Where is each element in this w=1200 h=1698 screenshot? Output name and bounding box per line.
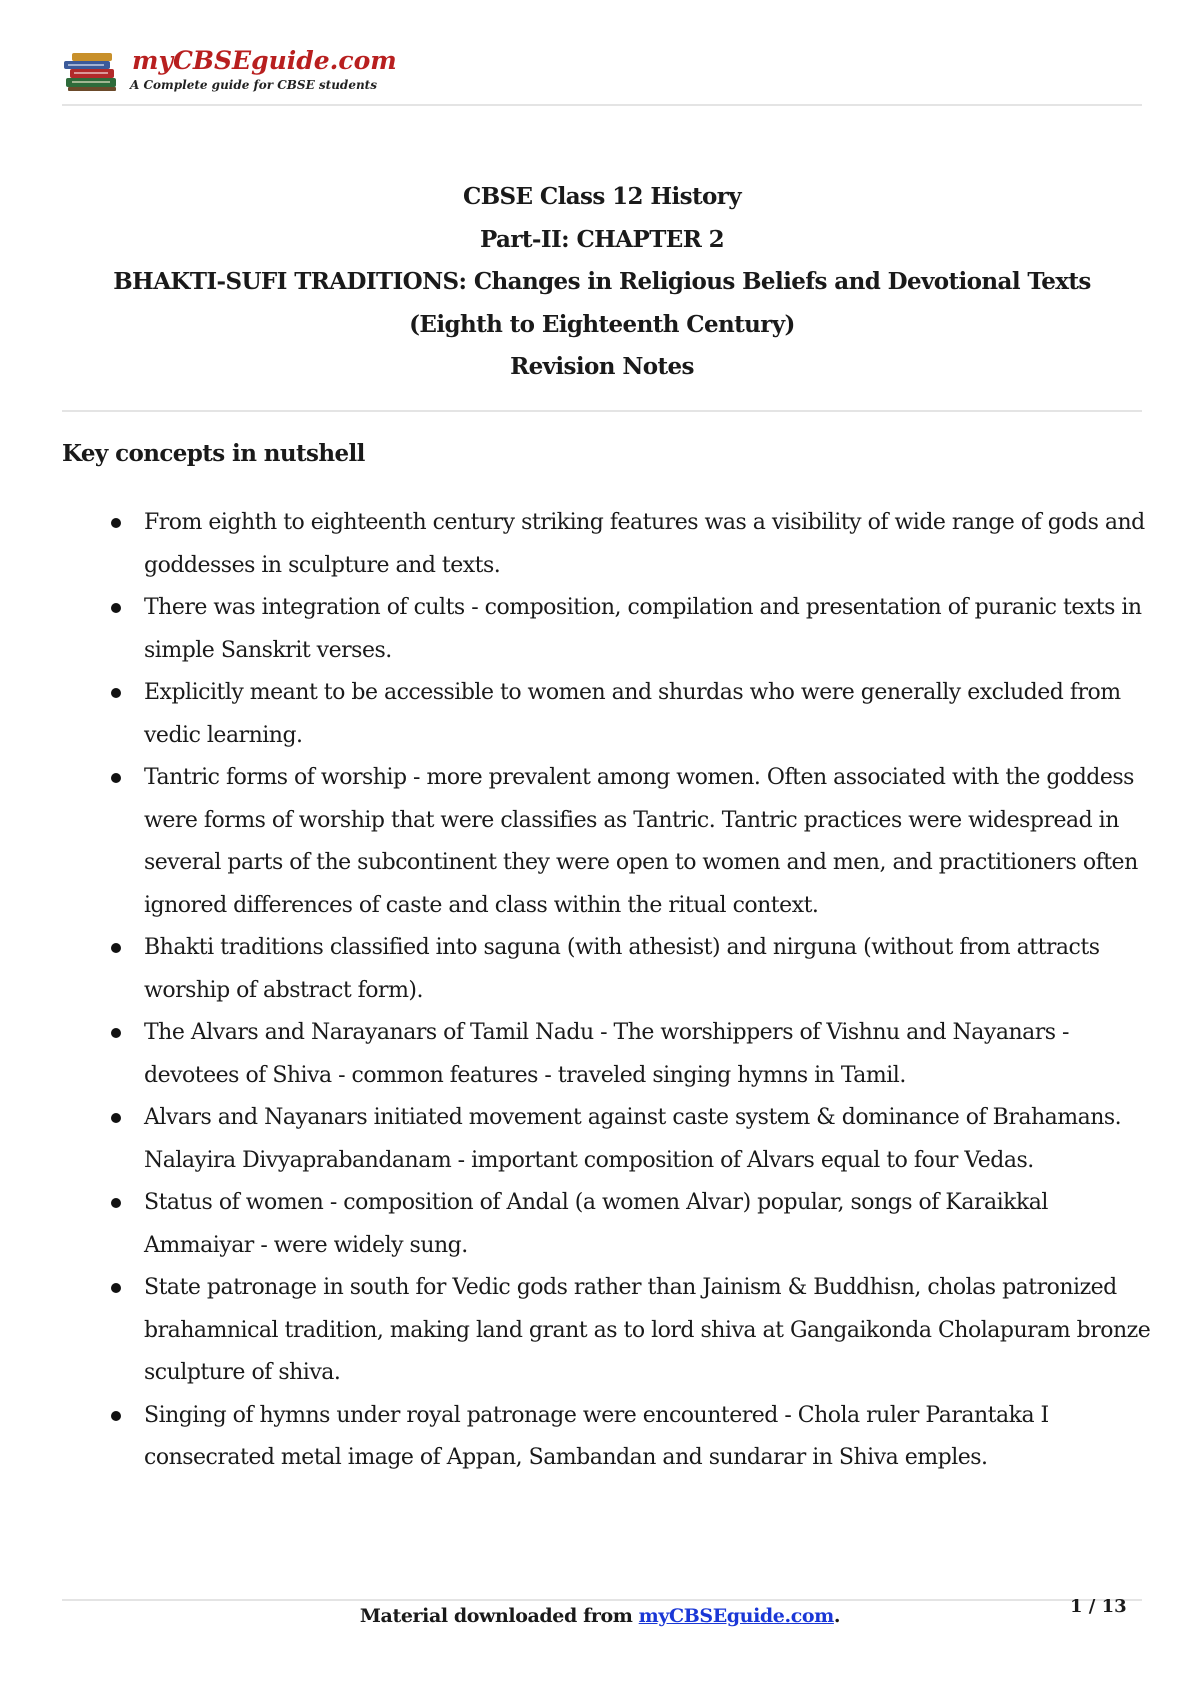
document-title-block — [62, 176, 1142, 389]
title-line-part: Part-II: CHAPTER 2 — [479, 225, 725, 253]
list-item — [62, 927, 1152, 1012]
bullet-icon — [111, 1411, 121, 1421]
bullet-icon — [111, 1028, 121, 1038]
bullet-icon — [111, 518, 121, 528]
note-text: State patronage in south for Vedic gods rather than Jainism & Buddhisn, cholas patronized brahamnical tradition, making land grant as to lord shiva at Gangaikonda Cholapuram bronze sculpture of shiva. — [144, 1275, 1151, 1385]
footer-prefix: Material downloaded from — [359, 1605, 639, 1627]
books-icon — [62, 48, 122, 96]
bullet-icon — [111, 688, 121, 698]
section-heading: Key concepts in nutshell — [62, 440, 365, 467]
list-item — [62, 1182, 1152, 1267]
note-text: Singing of hymns under royal patronage were encountered - Chola ruler Parantaka I consecrated metal image of Appan, Sambandan and sundarar in Shiva emples. — [144, 1402, 1049, 1470]
bullet-icon — [111, 1198, 121, 1208]
note-text: Status of women - composition of Andal (a women Alvar) popular, songs of Karaikkal Ammaiyar - were widely sung. — [144, 1190, 1048, 1258]
note-text: There was integration of cults - composition, compilation and presentation of puranic texts in simple Sanskrit verses. — [144, 595, 1142, 663]
note-text: Alvars and Nayanars initiated movement against caste system & dominance of Brahamans. Nalayira Divyaprabandanam - important composition of Alvars equal to four Vedas. — [144, 1105, 1122, 1173]
note-text: From eighth to eighteenth century striking features was a visibility of wide range of gods and goddesses in sculpture and texts. — [144, 510, 1145, 578]
logo-tagline: A Complete guide for CBSE students — [130, 78, 377, 92]
bullet-icon — [111, 1283, 121, 1293]
title-line-chapter: BHAKTI-SUFI TRADITIONS: Changes in Religious Beliefs and Devotional Texts — [113, 268, 1091, 295]
site-logo — [62, 44, 397, 100]
bullet-icon — [111, 1113, 121, 1123]
footer-suffix: . — [833, 1605, 841, 1627]
note-text: Bhakti traditions classified into saguna (with athesist) and nirguna (without from attracts worship of abstract form). — [144, 935, 1100, 1003]
bullet-icon — [111, 603, 121, 613]
list-item — [62, 587, 1152, 672]
page-number: 1 / 13 — [1070, 1596, 1127, 1617]
footer-link[interactable]: myCBSEguide.com — [638, 1605, 834, 1627]
logo-title: myCBSEguide.com — [132, 46, 397, 75]
list-item — [62, 672, 1152, 757]
list-item — [62, 757, 1152, 927]
list-item — [62, 1267, 1152, 1395]
notes-list — [62, 502, 1152, 1480]
title-line-class: CBSE Class 12 History — [462, 183, 742, 210]
note-text: Tantric forms of worship - more prevalent among women. Often associated with the goddess were forms of worship that were classifies as Tantric. Tantric practices were widespread in several parts of the subcontinent they were open to women and men, and practitioners often ignored differences of caste and class within the ritual context. — [144, 765, 1138, 918]
list-item — [62, 502, 1152, 587]
title-line-notes: Revision Notes — [510, 353, 694, 380]
list-item — [62, 1012, 1152, 1097]
title-divider — [62, 410, 1142, 412]
list-item — [62, 1097, 1152, 1182]
bullet-icon — [111, 943, 121, 953]
list-item — [62, 1395, 1152, 1480]
header-divider — [62, 104, 1142, 106]
footer — [0, 1600, 1200, 1632]
note-text: The Alvars and Narayanars of Tamil Nadu - The worshippers of Vishnu and Nayanars - devotees of Shiva - common features - traveled singing hymns in Tamil. — [144, 1020, 1069, 1088]
title-line-period: (Eighth to Eighteenth Century) — [409, 310, 795, 338]
bullet-icon — [111, 773, 121, 783]
note-text: Explicitly meant to be accessible to women and shurdas who were generally excluded from vedic learning. — [144, 680, 1121, 748]
